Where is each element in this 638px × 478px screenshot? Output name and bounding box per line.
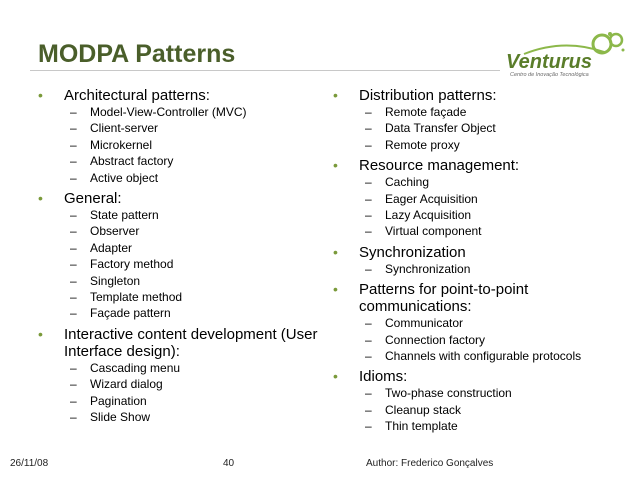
logo-wordmark: Venturus — [506, 51, 592, 73]
sub-item: – State pattern — [70, 208, 159, 223]
sub-item: – Virtual component — [365, 224, 482, 239]
bullet-dot-icon: • — [333, 157, 338, 174]
dash-icon: – — [365, 386, 372, 401]
bullet-dot-icon: • — [38, 325, 43, 342]
dash-icon: – — [365, 332, 372, 347]
sub-item: – Remote proxy — [365, 137, 460, 152]
sub-item: – Connection factory — [365, 332, 486, 347]
dash-icon: – — [70, 121, 77, 136]
sub-item: – Factory method — [70, 257, 174, 272]
bullet-distribution — [333, 87, 633, 104]
group-general — [38, 190, 328, 322]
slide-title: MODPA Patterns — [38, 40, 236, 68]
sub-item: – Synchronization — [365, 261, 471, 276]
sub-item: – Pagination — [70, 393, 147, 408]
dash-icon: – — [365, 105, 372, 119]
sub-item: – Communicator — [365, 316, 464, 331]
right-column — [333, 83, 633, 435]
dash-icon: – — [70, 393, 77, 408]
dash-icon: – — [365, 349, 372, 364]
sub-item: – Cascading menu — [70, 360, 181, 375]
dash-icon: – — [70, 410, 77, 425]
sub-item: – Observer — [70, 224, 140, 239]
bullet-label: General: — [64, 190, 122, 208]
group-interactive — [38, 326, 328, 426]
group-distribution — [333, 87, 633, 153]
sub-item: – Slide Show — [70, 410, 151, 425]
group-resource — [333, 157, 633, 240]
left-column — [38, 83, 328, 426]
bullet-dot-icon: • — [38, 190, 43, 207]
dash-icon: – — [365, 191, 372, 206]
dash-icon: – — [365, 224, 372, 239]
dash-icon: – — [365, 137, 372, 152]
bullet-dot-icon: • — [333, 243, 338, 260]
logo-tagline: Centro de Inovação Tecnológica — [510, 72, 589, 78]
dash-icon: – — [70, 377, 77, 392]
sub-item: – Remote façade — [365, 105, 467, 119]
bullet-dot-icon: • — [333, 87, 338, 103]
bullet-dot-icon: • — [333, 281, 338, 298]
footer-page-number: 40 — [223, 458, 235, 469]
sub-item: – Singleton — [70, 273, 141, 288]
sub-item: – Caching — [365, 175, 430, 190]
sub-item: – Two-phase construction — [365, 386, 512, 401]
bullet-resource — [333, 157, 633, 174]
sub-item: – Data Transfer Object — [365, 121, 496, 136]
sub-item: – Active object — [70, 170, 159, 185]
sub-item: – Thin template — [365, 419, 458, 434]
group-point-to-point — [333, 281, 633, 364]
bullet-point-to-point — [333, 281, 633, 315]
sub-item: – Wizard dialog — [70, 377, 163, 392]
bullet-label: Patterns for point-to-point communications: — [359, 281, 529, 316]
bullet-label: Architectural patterns: — [64, 87, 210, 104]
group-synchronization — [333, 244, 633, 277]
footer-date: 26/11/08 — [10, 458, 49, 469]
dash-icon: – — [70, 105, 77, 119]
dash-icon: – — [365, 261, 372, 276]
bullet-interactive — [38, 326, 328, 360]
sub-item: – Eager Acquisition — [365, 191, 478, 206]
dash-icon: – — [365, 316, 372, 331]
bullet-label: Synchronization — [359, 243, 466, 261]
sub-item: – Lazy Acquisition — [365, 208, 472, 223]
sub-item: – Façade pattern — [70, 306, 171, 321]
dash-icon: – — [70, 240, 77, 255]
group-architectural — [38, 87, 328, 186]
dash-icon: – — [365, 121, 372, 136]
dash-icon: – — [365, 402, 372, 417]
title-divider — [30, 70, 500, 71]
dash-icon: – — [70, 154, 77, 169]
dash-icon: – — [365, 419, 372, 434]
bullet-dot-icon: • — [333, 368, 338, 385]
dash-icon: – — [70, 208, 77, 223]
sub-item: – Client-server — [70, 121, 159, 136]
bullet-dot-icon: • — [38, 87, 43, 103]
bullet-label: Idioms: — [359, 368, 408, 386]
sub-item: – Channels with configurable protocols — [365, 349, 582, 364]
dash-icon: – — [70, 257, 77, 272]
footer-author: Author: Frederico Gonçalves — [366, 458, 494, 469]
venturus-logo — [504, 30, 626, 78]
bullet-idioms — [333, 368, 633, 385]
sub-item: – Model-View-Controller (MVC) — [70, 105, 247, 119]
sub-item: – Adapter — [70, 240, 133, 255]
dash-icon: – — [70, 170, 77, 185]
bullet-label: Distribution patterns: — [359, 87, 497, 104]
sub-item: – Microkernel — [70, 137, 153, 152]
sub-item: – Cleanup stack — [365, 402, 462, 417]
dash-icon: – — [70, 306, 77, 321]
bullet-general — [38, 190, 328, 207]
bullet-label: Resource management: — [359, 157, 520, 175]
venturus-logo-mark — [504, 30, 626, 78]
bullet-architectural — [38, 87, 328, 104]
dash-icon: – — [365, 208, 372, 223]
sub-item: – Template method — [70, 290, 183, 305]
bullet-synchronization — [333, 244, 633, 261]
dash-icon: – — [365, 175, 372, 190]
sub-item: – Abstract factory — [70, 154, 174, 169]
dash-icon: – — [70, 360, 77, 375]
group-idioms — [333, 368, 633, 434]
dash-icon: – — [70, 273, 77, 288]
dash-icon: – — [70, 137, 77, 152]
bullet-label: Interactive content development (User Interface design): — [64, 325, 318, 360]
dash-icon: – — [70, 224, 77, 239]
dash-icon: – — [70, 290, 77, 305]
